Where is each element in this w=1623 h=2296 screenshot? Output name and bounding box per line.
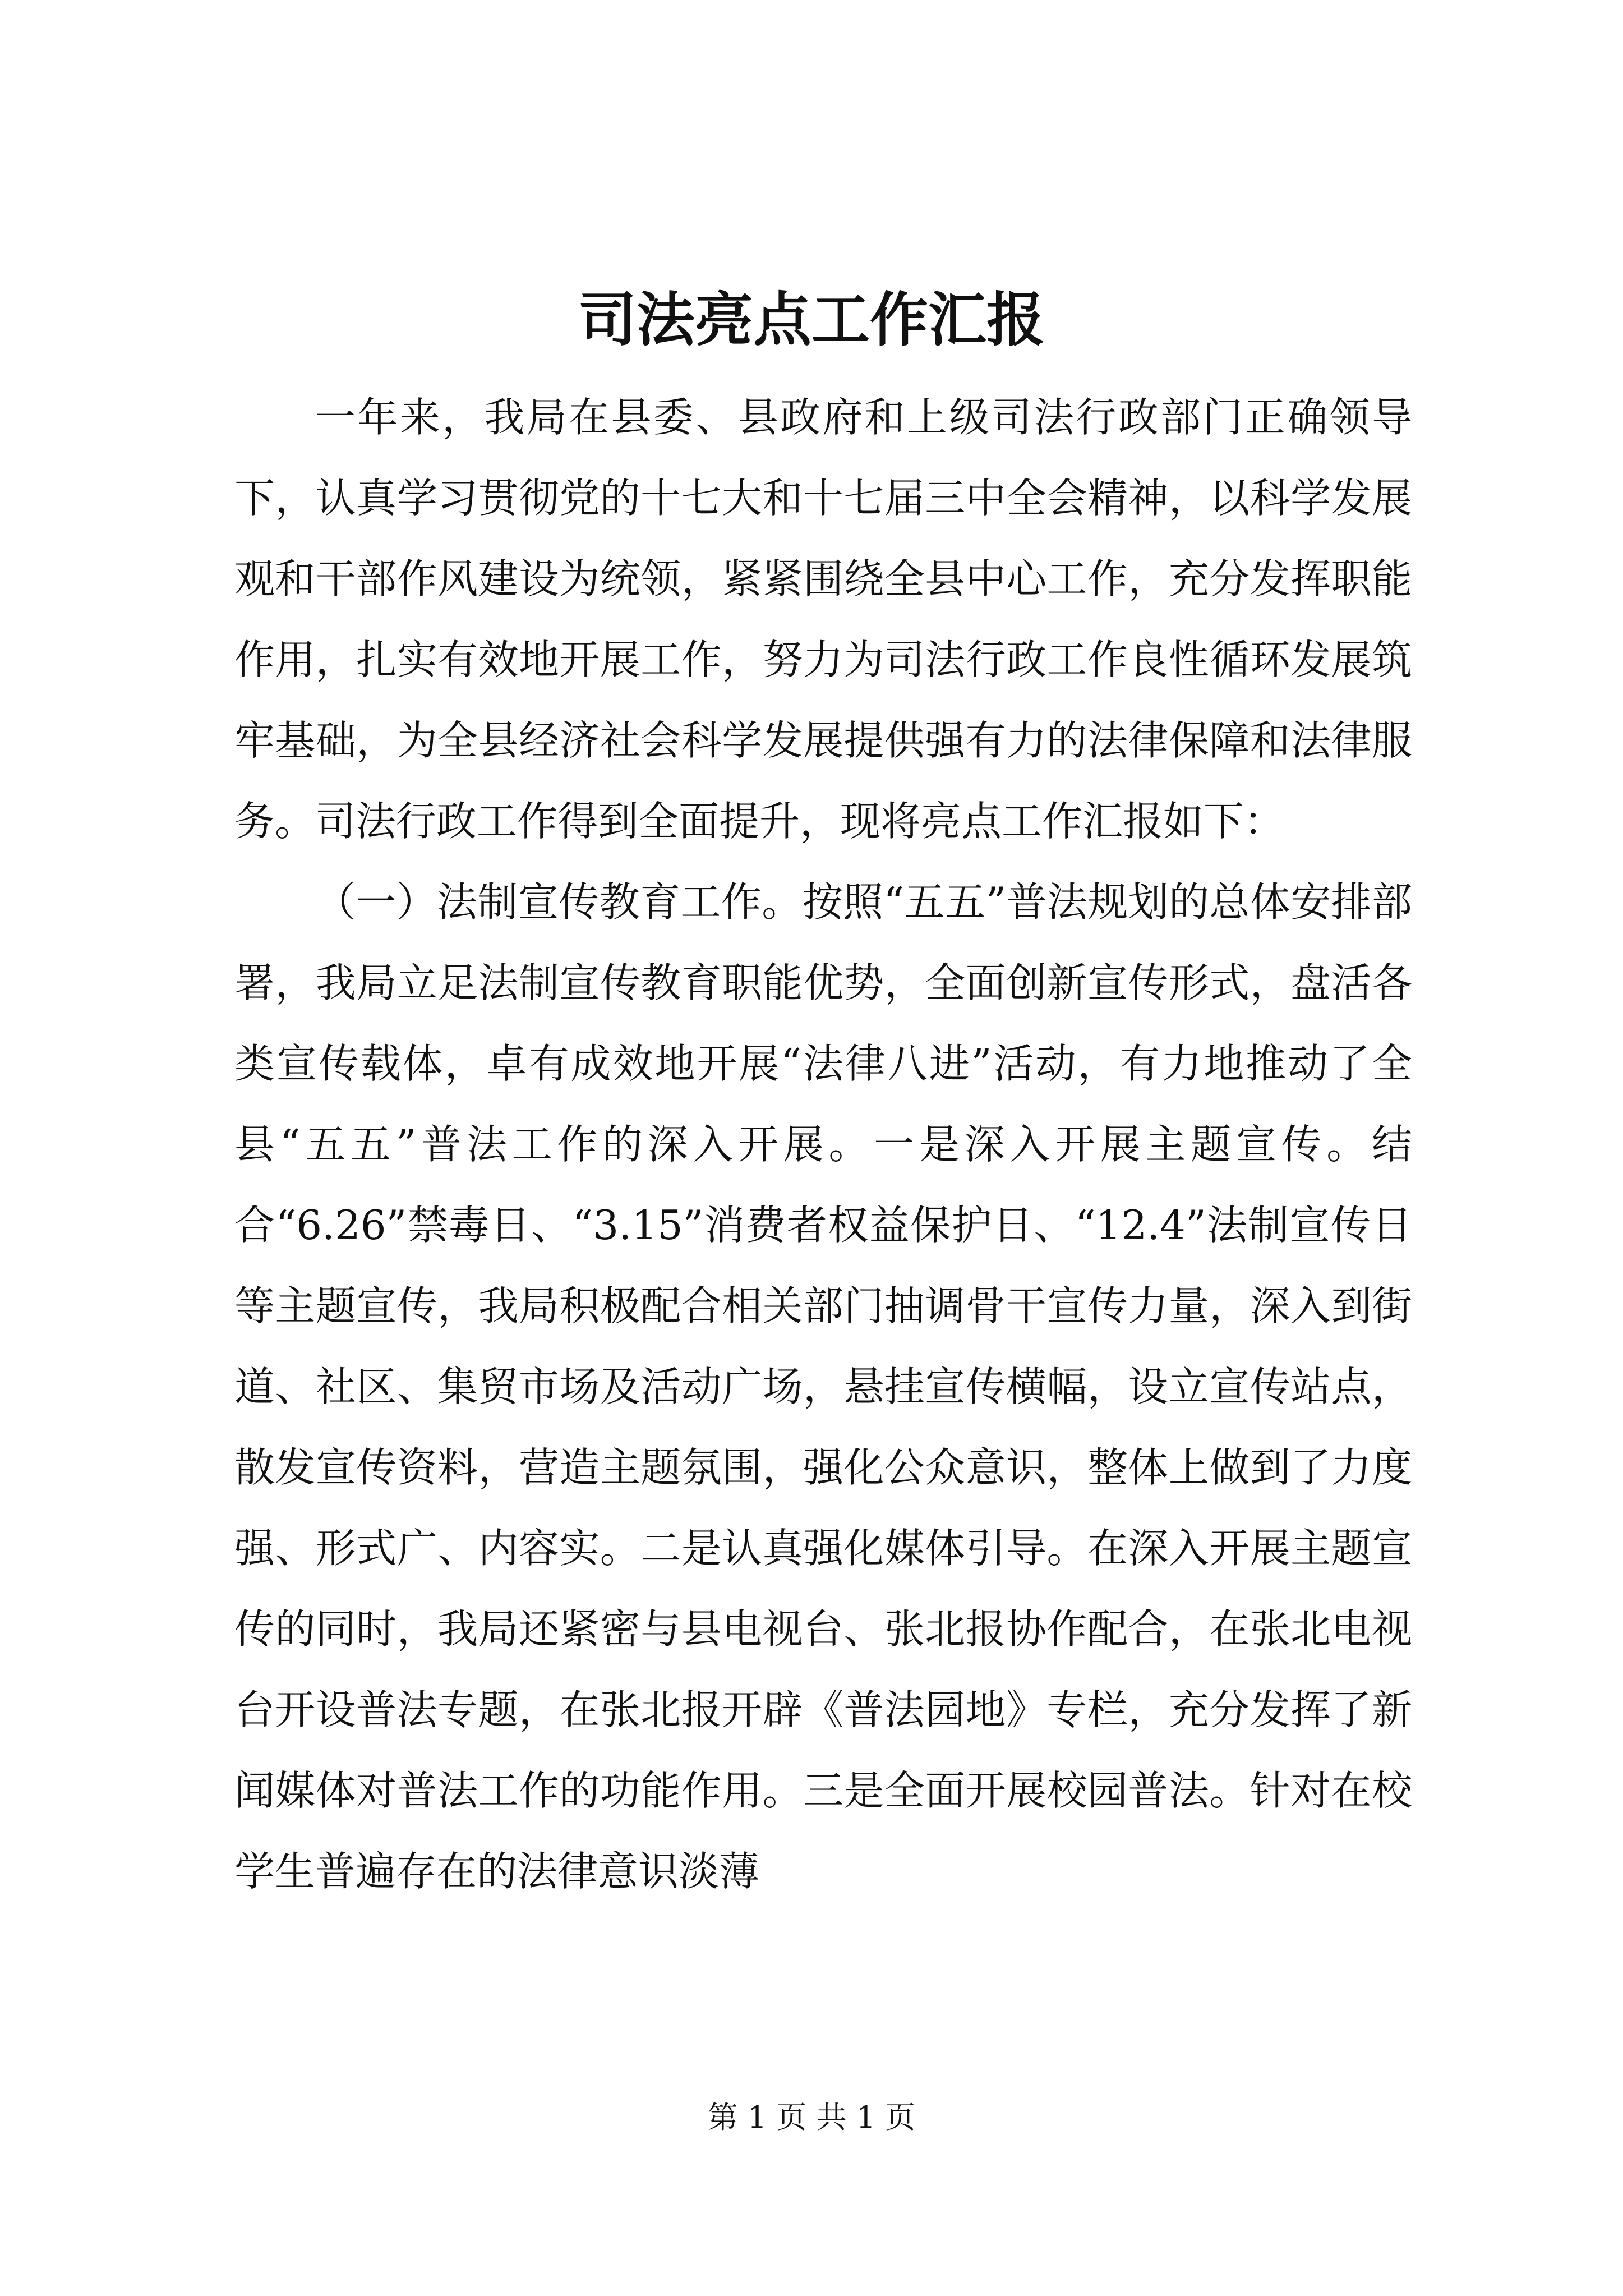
paragraph-intro: 一年来，我局在县委、县政府和上级司法行政部门正确领导下，认真学习贯彻党的十七大和十七届三中全会精神，以科学发展观和干部作风建设为统领，紧紧围绕全县中心工作，充分发挥职能作用，扎实有效地开展工作，努力为司法行政工作良性循环发展筑牢基础，为全县经济社会科学发展提供强有力的法律保障和法律服务。司法行政工作得到全面提升，现将亮点工作汇报如下： <box>234 394 1412 845</box>
document-body <box>234 377 1412 1912</box>
page-footer: 第 1 页 共 1 页 <box>707 2100 916 2135</box>
document-title: 司法亮点工作汇报 <box>578 285 1045 354</box>
paragraph-legal-education: （一）法制宣传教育工作。按照“五五”普法规划的总体安排部署，我局立足法制宣传教育职能优势，全面创新宣传形式，盘活各类宣传载体，卓有成效地开展“法律八进”活动，有力地推动了全县“五五”普法工作的深入开展。一是深入开展主题宣传。结合“6.26”禁毒日、“3.15”消费者权益保护日、“12.4”法制宣传日等主题宣传，我局积极配合相关部门抽调骨干宣传力量，深入到街道、社区、集贸市场及活动广场，悬挂宣传横幅，设立宣传站点，散发宣传资料，营造主题氛围，强化公众意识，整体上做到了力度强、形式广、内容实。二是认真强化媒体引导。在深入开展主题宣传的同时，我局还紧密与县电视台、张北报协作配合，在张北电视台开设普法专题，在张北报开辟《普法园地》专栏，充分发挥了新闻媒体对普法工作的功能作用。三是全面开展校园普法。针对在校学生普遍存在的法律意识淡薄 <box>234 878 1412 1895</box>
